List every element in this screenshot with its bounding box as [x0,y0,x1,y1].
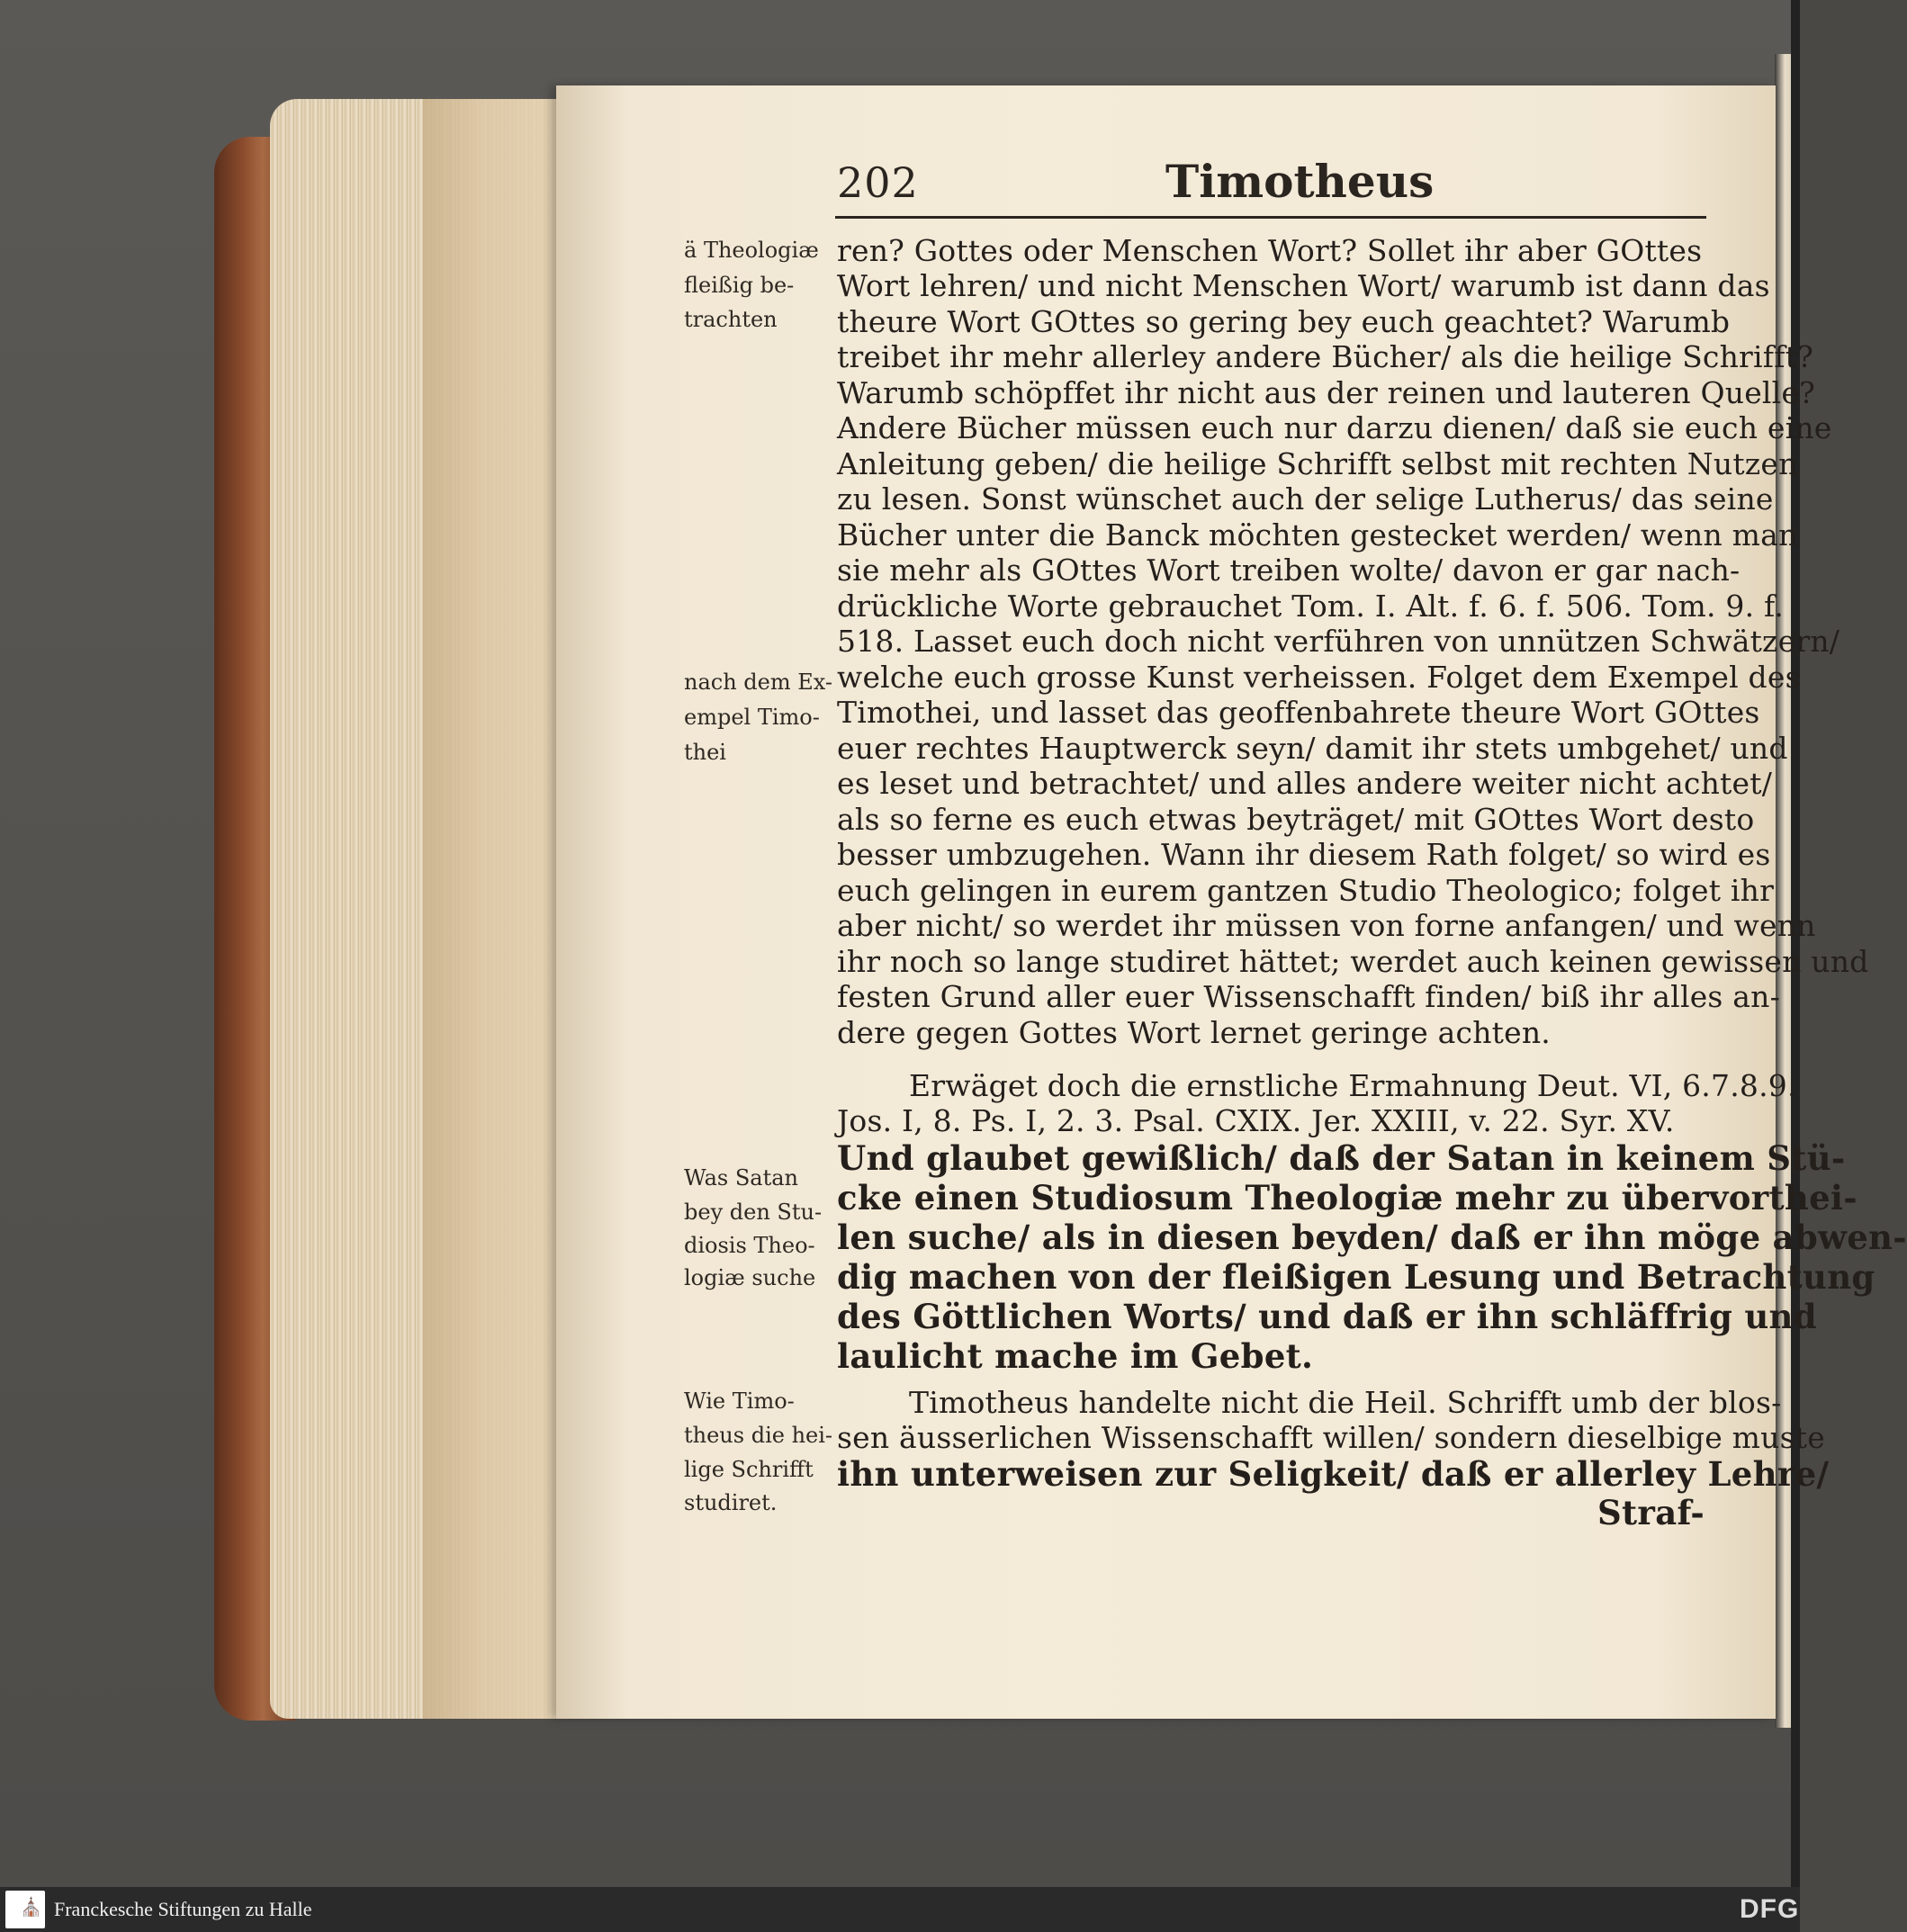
text-line: des Göttlichen Worts/ und daß er ihn schläffrig und [837,1297,1817,1336]
text-line: Bücher unter die Banck möchten gestecket werden/ wenn man [837,517,1798,553]
text-line: welche euch grosse Kunst verheissen. Folget dem Exempel des [837,660,1801,695]
text-line: dere gegen Gottes Wort lernet geringe achten. [837,1015,1551,1050]
text-line: Anleitung geben/ die heilige Schrifft selbst mit rechten Nutzen [837,446,1798,481]
running-head: Timotheus [1165,155,1435,208]
text-line: Jos. I, 8. Ps. I, 2. 3. Psal. CXIX. Jer. XXIII, v. 22. Syr. XV. [837,1103,1675,1138]
margin-note: lige Schrifft [684,1457,814,1482]
margin-note: logiæ suche [684,1265,816,1290]
text-line: 518. Lasset euch doch nicht verführen von unnützen Schwätzern/ [837,624,1840,659]
text-line: Und glaubet gewißlich/ daß der Satan in keinem Stü- [837,1138,1846,1178]
dfg-mark: DFG [1740,1894,1800,1924]
text-line: sen äusserlichen Wissenschafft willen/ sondern dieselbige muste [837,1420,1825,1455]
margin-note: theus die hei- [684,1423,833,1448]
header-rule [835,216,1706,219]
text-line: laulicht mache im Gebet. [837,1336,1314,1376]
institution-logo-icon [5,1891,45,1928]
text-line: es leset und betrachtet/ und alles andere weiter nicht achtet/ [837,766,1773,801]
catchword: Straf- [1597,1493,1705,1532]
text-line: Wort lehren/ und nicht Menschen Wort/ warumb ist dann das [837,268,1770,303]
margin-note: Wie Timo- [684,1388,795,1414]
text-line: besser umbzugehen. Wann ihr diesem Rath folget/ so wird es [837,837,1771,872]
text-line: zu lesen. Sonst wünschet auch der selige Lutherus/ das seine [837,481,1774,517]
text-line: aber nicht/ so werdet ihr müssen von forne anfangen/ und wenn [837,908,1816,943]
margin-note: nach dem Ex- [684,669,832,695]
text-line: als so ferne es euch etwas beyträget/ mit GOttes Wort desto [837,802,1755,837]
margin-note: thei [684,740,726,765]
text-line: euer rechtes Hauptwerck seyn/ damit ihr stets umbgehet/ und [837,731,1788,766]
margin-note: diosis Theo- [684,1233,815,1258]
margin-note: bey den Stu- [684,1200,823,1225]
margin-note: empel Timo- [684,705,820,730]
text-line: sie mehr als GOttes Wort treiben wolte/ davon er gar nach- [837,553,1741,588]
margin-note: trachten [684,307,778,332]
text-line: ren? Gottes oder Menschen Wort? Sollet ihr aber GOttes [837,233,1703,268]
margin-note: ä Theologiæ [684,238,819,263]
text-line: cke einen Studiosum Theologiæ mehr zu übervorthei- [837,1178,1858,1218]
text-line: drückliche Worte gebrauchet Tom. I. Alt. f. 6. f. 506. Tom. 9. f. [837,589,1784,624]
page-edges-shade [423,99,567,1719]
text-line: treibet ihr mehr allerley andere Bücher/ als die heilige Schrifft? [837,339,1813,374]
text-line: Timotheus handelte nicht die Heil. Schrifft umb der blos- [909,1385,1782,1420]
text-line: ihr noch so lange studiret hättet; werdet auch keinen gewissen und [837,944,1869,979]
text-line: len suche/ als in diesen beyden/ daß er ihn möge abwen- [837,1218,1907,1257]
margin-note: Was Satan [684,1165,798,1191]
institution-name: Franckesche Stiftungen zu Halle [54,1898,312,1920]
text-line: dig machen von der fleißigen Lesung und Betrachtung [837,1257,1876,1297]
page-number: 202 [837,158,919,207]
text-line: festen Grund aller euer Wissenschafft finden/ biß ihr alles an- [837,979,1780,1014]
text-line: Warumb schöpffet ihr nicht aus der reinen und lauteren Quelle? [837,375,1816,410]
viewer-footer [0,1887,1800,1932]
margin-note: studiret. [684,1490,778,1515]
text-line: ihn unterweisen zur Seligkeit/ daß er allerley Lehre/ [837,1454,1830,1494]
building-icon: ⛪ [20,1896,42,1918]
margin-note: fleißig be- [684,273,795,298]
text-line: euch gelingen in eurem gantzen Studio Theologico; folget ihr [837,873,1775,908]
text-line: theure Wort GOttes so gering bey euch geachtet? Warumb [837,304,1731,339]
text-line: Timothei, und lasset das geoffenbahrete theure Wort GOttes [837,695,1760,730]
text-line: Erwäget doch die ernstliche Ermahnung Deut. VI, 6.7.8.9. [909,1068,1797,1103]
text-line: Andere Bücher müssen euch nur darzu dienen/ daß sie euch eine [837,410,1832,445]
